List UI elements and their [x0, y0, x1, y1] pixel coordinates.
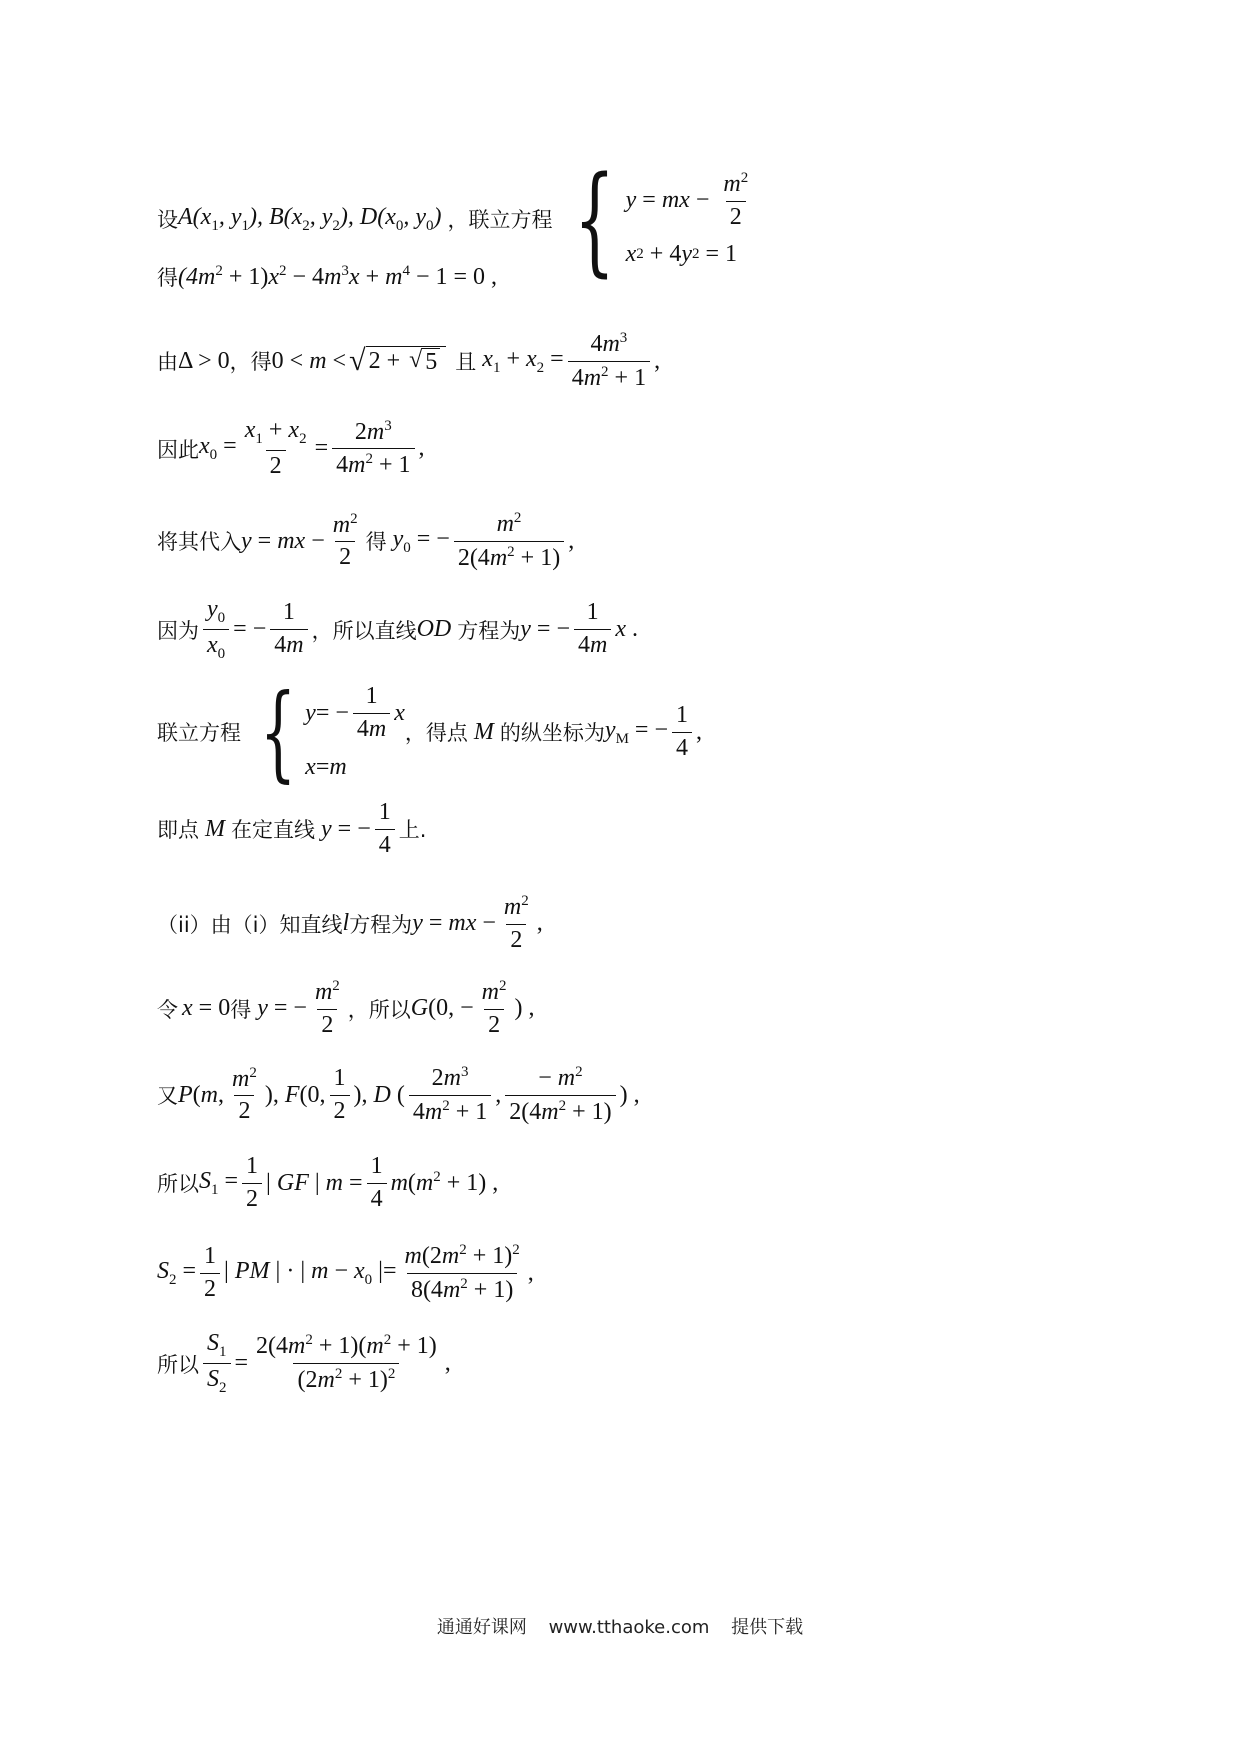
line-s2: $S_2$ = $\frac{1}{2}$ | PM | · | $m - x_0$ |= $\frac{m(2m^2 + 1)^2}{8(4m^2 + 1)}$ , [157, 1242, 534, 1303]
text: ，所以 [347, 997, 411, 1022]
line-discriminant: 由 Δ > 0 ，得 0 < m < √ 2 + √ 5 且 $x_1 + x_2$ = $\frac{4m^3}{4m^2 + 1}$ , [157, 330, 661, 391]
line-x0: 因此 $x_0$ = $\frac{x_1 + x_2}{2}$ = $\frac{2m^3}{4m^2 + 1}$ , [157, 417, 425, 480]
text: 上. [398, 818, 427, 843]
line-y0: 将其代入 y = mx − $\frac{m^2}{2}$ 得 $y_0$ = − $\frac{m^2}{2(4m^2 + 1)}$ , [157, 510, 575, 571]
line-pfd: 又 P(m, $\frac{m^2}{2}$ ), F(0, $\frac{1}{2}$ ), D ( $\frac{2m^3}{4m^2 + 1}$ , $\frac{- m^2}{2(4m^2 + 1)}$ ) , [157, 1064, 640, 1125]
equation-system: { y = mx − $\frac{m^2}{2}$ x 2 + 4 y 2 = 1 [573, 150, 749, 288]
text: ，得 [229, 350, 272, 375]
line-quadratic: 得 $(4m^2 + 1)x^2 - 4m^3x + m^4 - 1 = 0$ , [157, 263, 498, 290]
line-od: 因为 $\frac{y_0}{x_0}$ = − $\frac{1}{4m}$ ，所以直线 OD 方程为 y = − $\frac{1}{4m}$ x . [157, 596, 638, 662]
line-s1: 所以 $S_1$ = $\frac{1}{2}$ | GF | m = $\frac{1}{4}$ $m(m^2 + 1)$ , [157, 1153, 499, 1212]
text: 在定直线 [231, 818, 315, 843]
text: （ii）由（i）知直线 [157, 912, 343, 937]
footer-suffix: 提供下载 [731, 1617, 804, 1638]
text: 得 [157, 266, 178, 290]
text: 所以 [157, 1352, 199, 1377]
text: ，所以直线 [311, 618, 417, 643]
line-set-points [157, 150, 756, 288]
text: 将其代入 [157, 530, 241, 555]
page-footer [0, 1613, 1240, 1639]
left-brace: { [259, 671, 297, 793]
text: 联立方程 [157, 721, 241, 745]
line-fixed-line: 即点 M 在定直线 y = − $\frac{1}{4}$ 上. [157, 799, 427, 858]
equation-system: { y = − $\frac{1}{4m}$ x x = m [259, 671, 405, 793]
text: 且 [455, 350, 477, 375]
sqrt: √ 2 + √ 5 [349, 346, 446, 376]
text: 方程为 [349, 912, 413, 937]
line-ratio: 所以 $\frac{S_1}{S_2}$ = $\frac{2(4m^2 + 1)(m^2 + 1)}{(2m^2 + 1)^2}$ , [157, 1330, 451, 1396]
text: 因为 [157, 618, 199, 643]
text: 设 [157, 208, 178, 232]
text: 令 [157, 997, 178, 1022]
text: ，得点 [404, 721, 468, 745]
text: ，联立方程 [447, 208, 553, 232]
text: 得 [365, 530, 387, 555]
footer-site-name: 通通好课网 [436, 1617, 527, 1638]
line-point-m: 联立方程 { y = − $\frac{1}{4m}$ x x = m ，得点 M 的纵坐标为 $y_M$ = − $\frac{1}{4}$ , [157, 671, 702, 793]
line-g: 令 x = 0 得 y = − $\frac{m^2}{2}$ ，所以 G(0, − $\frac{m^2}{2}$ ) , [157, 978, 535, 1038]
text: 得 [230, 997, 252, 1022]
text: 由 [157, 350, 178, 375]
text: 所以 [157, 1172, 199, 1197]
text: 的纵坐标为 [499, 721, 605, 745]
text: 方程为 [457, 618, 521, 643]
text: 因此 [157, 437, 199, 462]
math-points: $A(x_1$, $y_1$), $B(x_2$, $y_2$), $D(x_0$, $y_0$) [178, 203, 442, 234]
line-part-ii: （ii）由（i）知直线 l 方程为 y = mx − $\frac{m^2}{2}$ , [157, 893, 543, 953]
text: 又 [157, 1084, 178, 1109]
footer-url[interactable]: www.tthaoke.com [548, 1617, 710, 1638]
left-brace: { [573, 150, 615, 288]
text: 即点 [157, 818, 199, 843]
